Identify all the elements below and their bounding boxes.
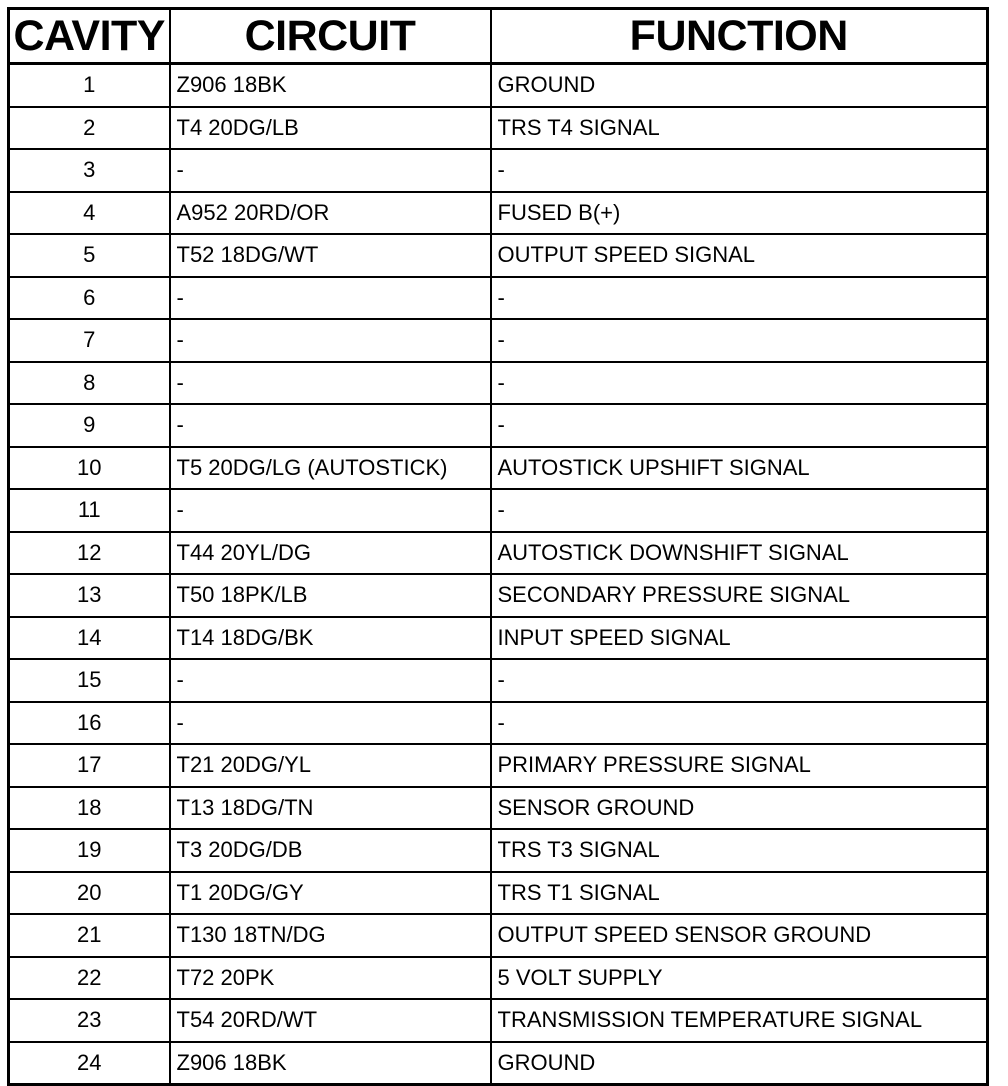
- circuit-cell: -: [170, 702, 491, 745]
- function-cell: -: [491, 277, 988, 320]
- cavity-cell: 9: [9, 404, 170, 447]
- cavity-cell: 10: [9, 447, 170, 490]
- cavity-cell: 1: [9, 64, 170, 107]
- function-cell: AUTOSTICK UPSHIFT SIGNAL: [491, 447, 988, 490]
- table-row: [9, 829, 988, 872]
- cavity-cell: 8: [9, 362, 170, 405]
- table-row: [9, 489, 988, 532]
- circuit-cell: T50 18PK/LB: [170, 574, 491, 617]
- cavity-cell: 13: [9, 574, 170, 617]
- table-row: [9, 149, 988, 192]
- circuit-cell: -: [170, 362, 491, 405]
- cavity-cell: 15: [9, 659, 170, 702]
- circuit-cell: Z906 18BK: [170, 64, 491, 107]
- function-cell: AUTOSTICK DOWNSHIFT SIGNAL: [491, 532, 988, 575]
- circuit-cell: -: [170, 319, 491, 362]
- table-row: [9, 702, 988, 745]
- circuit-cell: T21 20DG/YL: [170, 744, 491, 787]
- table-row: [9, 574, 988, 617]
- circuit-cell: T54 20RD/WT: [170, 999, 491, 1042]
- column-header-cavity: CAVITY: [9, 9, 170, 64]
- cavity-cell: 17: [9, 744, 170, 787]
- cavity-cell: 2: [9, 107, 170, 150]
- table-row: [9, 999, 988, 1042]
- table-row: [9, 362, 988, 405]
- table-row: [9, 617, 988, 660]
- circuit-cell: T52 18DG/WT: [170, 234, 491, 277]
- column-header-circuit: CIRCUIT: [170, 9, 491, 64]
- table-row: [9, 872, 988, 915]
- table-row: [9, 659, 988, 702]
- circuit-cell: T72 20PK: [170, 957, 491, 1000]
- function-cell: TRS T1 SIGNAL: [491, 872, 988, 915]
- table-row: [9, 404, 988, 447]
- table-row: [9, 107, 988, 150]
- cavity-cell: 7: [9, 319, 170, 362]
- function-cell: TRS T3 SIGNAL: [491, 829, 988, 872]
- function-cell: OUTPUT SPEED SENSOR GROUND: [491, 914, 988, 957]
- circuit-cell: T13 18DG/TN: [170, 787, 491, 830]
- cavity-cell: 21: [9, 914, 170, 957]
- cavity-cell: 4: [9, 192, 170, 235]
- circuit-cell: T14 18DG/BK: [170, 617, 491, 660]
- function-cell: -: [491, 149, 988, 192]
- function-cell: -: [491, 659, 988, 702]
- circuit-cell: -: [170, 659, 491, 702]
- table-row: [9, 957, 988, 1000]
- circuit-cell: Z906 18BK: [170, 1042, 491, 1085]
- cavity-cell: 5: [9, 234, 170, 277]
- function-cell: SECONDARY PRESSURE SIGNAL: [491, 574, 988, 617]
- table-row: [9, 1042, 988, 1085]
- function-cell: -: [491, 319, 988, 362]
- cavity-cell: 23: [9, 999, 170, 1042]
- cavity-cell: 16: [9, 702, 170, 745]
- function-cell: 5 VOLT SUPPLY: [491, 957, 988, 1000]
- cavity-cell: 14: [9, 617, 170, 660]
- table-row: [9, 64, 988, 107]
- connector-pinout-table: [7, 7, 989, 1086]
- cavity-cell: 20: [9, 872, 170, 915]
- function-cell: INPUT SPEED SIGNAL: [491, 617, 988, 660]
- function-cell: TRANSMISSION TEMPERATURE SIGNAL: [491, 999, 988, 1042]
- circuit-cell: -: [170, 149, 491, 192]
- table-row: [9, 447, 988, 490]
- cavity-cell: 22: [9, 957, 170, 1000]
- table-row: [9, 192, 988, 235]
- circuit-cell: T4 20DG/LB: [170, 107, 491, 150]
- table-body: [9, 64, 988, 1085]
- cavity-cell: 6: [9, 277, 170, 320]
- table-row: [9, 744, 988, 787]
- cavity-cell: 19: [9, 829, 170, 872]
- circuit-cell: T44 20YL/DG: [170, 532, 491, 575]
- function-cell: OUTPUT SPEED SIGNAL: [491, 234, 988, 277]
- table-row: [9, 914, 988, 957]
- function-cell: SENSOR GROUND: [491, 787, 988, 830]
- function-cell: GROUND: [491, 64, 988, 107]
- cavity-cell: 3: [9, 149, 170, 192]
- table-row: [9, 234, 988, 277]
- function-cell: TRS T4 SIGNAL: [491, 107, 988, 150]
- cavity-cell: 12: [9, 532, 170, 575]
- table-header-row: [9, 9, 988, 64]
- function-cell: GROUND: [491, 1042, 988, 1085]
- table-row: [9, 532, 988, 575]
- circuit-cell: T5 20DG/LG (AUTOSTICK): [170, 447, 491, 490]
- circuit-cell: A952 20RD/OR: [170, 192, 491, 235]
- cavity-cell: 11: [9, 489, 170, 532]
- circuit-cell: -: [170, 404, 491, 447]
- circuit-cell: -: [170, 277, 491, 320]
- function-cell: -: [491, 702, 988, 745]
- function-cell: PRIMARY PRESSURE SIGNAL: [491, 744, 988, 787]
- circuit-cell: -: [170, 489, 491, 532]
- circuit-cell: T1 20DG/GY: [170, 872, 491, 915]
- table-row: [9, 319, 988, 362]
- table-row: [9, 277, 988, 320]
- function-cell: -: [491, 362, 988, 405]
- function-cell: FUSED B(+): [491, 192, 988, 235]
- function-cell: -: [491, 404, 988, 447]
- table-row: [9, 787, 988, 830]
- circuit-cell: T130 18TN/DG: [170, 914, 491, 957]
- cavity-cell: 24: [9, 1042, 170, 1085]
- column-header-function: FUNCTION: [491, 9, 988, 64]
- circuit-cell: T3 20DG/DB: [170, 829, 491, 872]
- function-cell: -: [491, 489, 988, 532]
- cavity-cell: 18: [9, 787, 170, 830]
